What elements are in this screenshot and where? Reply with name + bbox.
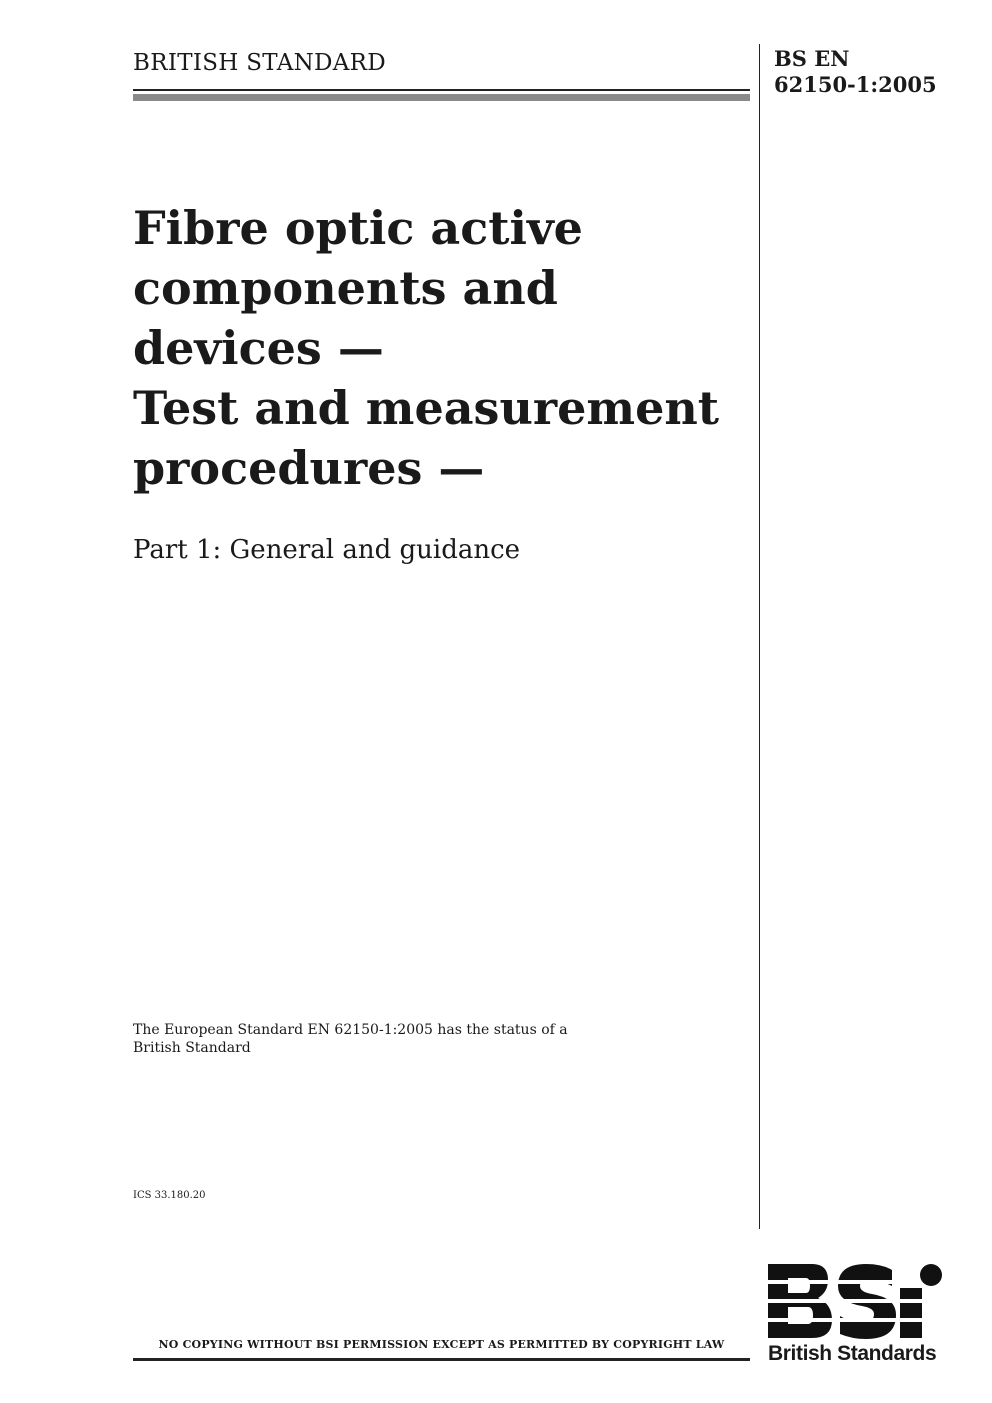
title-line: Fibre optic active (133, 201, 583, 255)
document-title (133, 198, 753, 498)
document-number-prefix: BS EN (774, 46, 850, 71)
title-line: devices — (133, 321, 384, 375)
header-rule-thin (133, 89, 750, 91)
document-number-code: 62150-1:2005 (774, 72, 937, 97)
bsi-logo (766, 1262, 946, 1372)
title-line: components and (133, 261, 558, 315)
document-subtitle: Part 1: General and guidance (133, 535, 521, 565)
copyright-notice: NO COPYING WITHOUT BSI PERMISSION EXCEPT AS PERMITTED BY COPYRIGHT LAW (158, 1338, 725, 1351)
header-rule-thick (133, 94, 750, 101)
document-number (774, 46, 937, 98)
title-line: procedures — (133, 441, 485, 495)
status-note-line: The European Standard EN 62150-1:2005 has the status of a (133, 1022, 568, 1038)
title-line: Test and measurement (133, 381, 720, 435)
status-note (133, 1021, 653, 1057)
bsi-wordmark-icon (766, 1262, 946, 1340)
column-divider (759, 44, 760, 1229)
bsi-logo-caption: British Standards (768, 1342, 937, 1365)
status-note-line: British Standard (133, 1040, 251, 1056)
publication-type-label: BRITISH STANDARD (133, 50, 387, 76)
footer-rule (133, 1358, 750, 1361)
ics-code: ICS 33.180.20 (133, 1190, 206, 1201)
